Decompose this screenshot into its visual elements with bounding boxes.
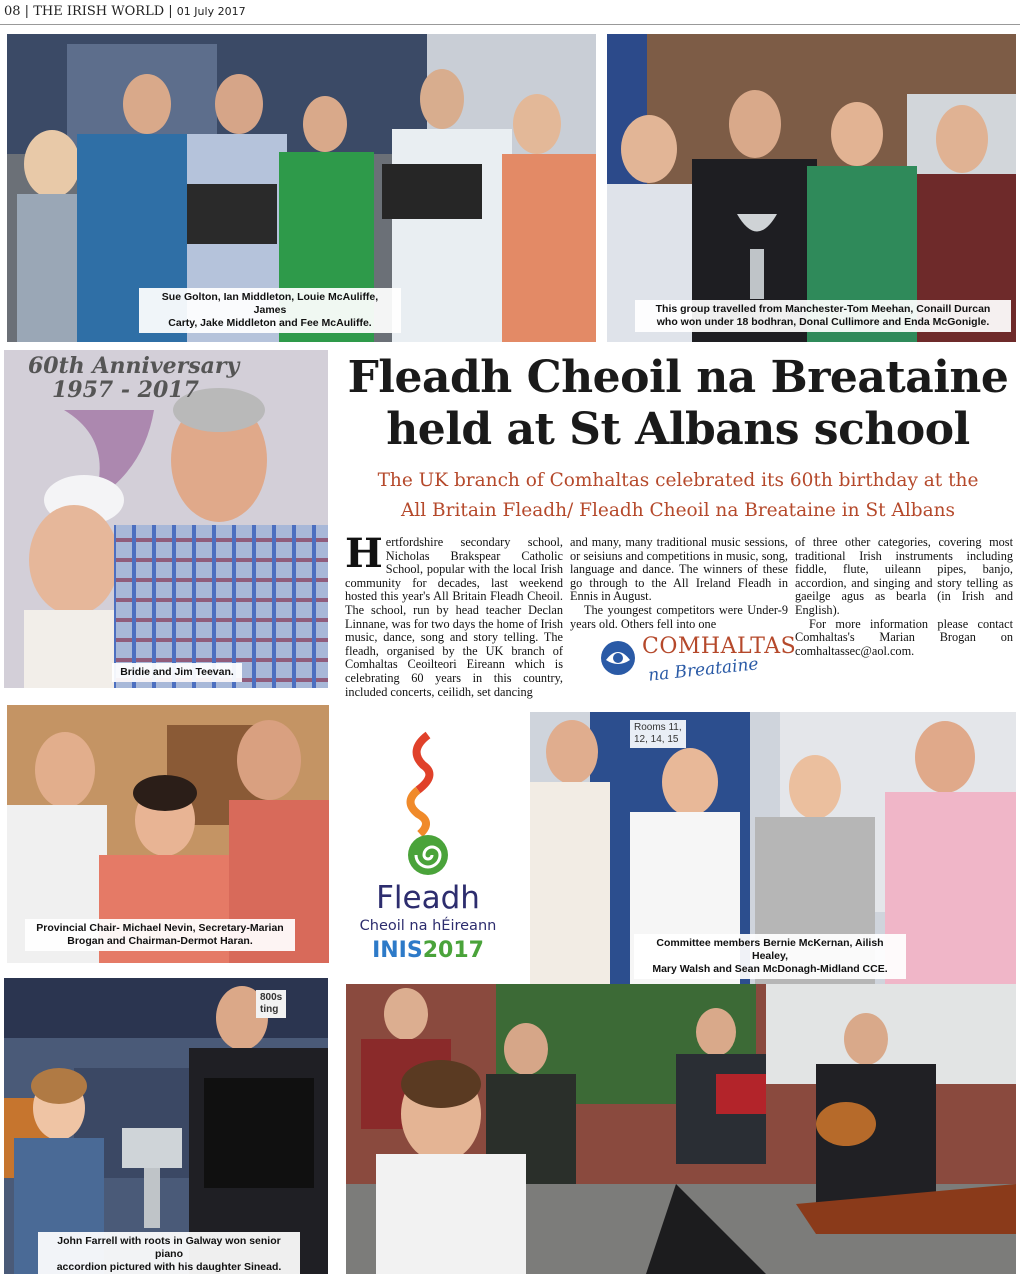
photo-caption: Committee members Bernie McKernan, Ailish Healey, Mary Walsh and Sean McDonagh-Midland CCE.	[634, 934, 906, 979]
article-column-3	[795, 536, 1013, 658]
article-paragraph: The youngest competitors were Under-9 years old. Others fell into one	[570, 602, 788, 631]
issue-date: 01 July 2017	[176, 5, 246, 18]
room-sign: Rooms 11, 12, 14, 15	[630, 720, 686, 748]
anniversary-banner: 60th Anniversary 1957 - 2017	[28, 353, 240, 403]
photo-john-farrell	[4, 978, 328, 1274]
photo-manchester-group	[607, 34, 1016, 342]
publication-name: THE IRISH WORLD	[33, 4, 165, 19]
fleadh-2017-logo	[340, 700, 516, 970]
photo-caption: Provincial Chair- Michael Nevin, Secretary-Marian Brogan and Chairman-Dermot Haran.	[25, 919, 295, 951]
comhaltas-wordmark: COMHALTAS	[642, 634, 797, 659]
article-headline: Fleadh Cheoil na Breataine held at St Albans school	[347, 352, 1009, 455]
drop-cap: H	[345, 530, 383, 577]
fleadh-subtitle: Cheoil na hÉireann	[359, 918, 497, 934]
page-number: 08	[4, 4, 21, 19]
photo-caption: John Farrell with roots in Galway won senior piano accordion pictured with his daughter Sinead.	[38, 1232, 300, 1274]
article-paragraph: of three other categories, covering most traditional Irish instruments including fiddle, flute, uileann pipes, banjo, accordion, and singing and story telling as gaeilge agus as bearla (in Irish and English).	[795, 535, 1013, 617]
photo-caption: This group travelled from Manchester-Tom Meehan, Conaill Durcan who won under 18 bodhran, Donal Cullimore and Enda McGonigle.	[635, 300, 1011, 332]
article-paragraph: ertfordshire secondary school, Nicholas Brakspear Catholic School, popular with the local Irish community for decades, last weekend hosted this year's All Britain Fleadh Cheoil. The school, run by head teacher Declan Linnane, was for two days the home of Irish music, dance, song and story telling. The fleadh, organised by the UK branch of Comhaltas Ceoilteori Eireann which is celebrating 60 years in this country, included concerts, ceilidh, set dancing	[345, 535, 563, 699]
header-rule	[0, 24, 1020, 25]
comhaltas-logo	[596, 632, 797, 688]
comhaltas-subtitle: na Breataine	[647, 654, 760, 686]
article-column-2	[570, 535, 788, 631]
article-paragraph: For more information please contact Comhaltas's Marian Brogan on comhaltassec@aol.com.	[795, 616, 1013, 658]
fleadh-swirl-icon	[388, 730, 468, 880]
photo-provincial-chair	[7, 705, 329, 963]
article-paragraph: and many, many traditional music sessions, or seisiuns and competitions in music, song, language and dance. The winners of these go through to the All Ireland Fleadh in Ennis in August.	[570, 535, 788, 604]
photo-bridie-jim	[4, 350, 328, 688]
page-header: 08 | THE IRISH WORLD | 01 July 2017	[4, 4, 246, 19]
photo-group-concertinas	[7, 34, 596, 342]
photo-session-musicians	[346, 984, 1016, 1274]
photo-committee-members	[530, 712, 1016, 984]
fleadh-title: Fleadh	[376, 880, 480, 916]
article-standfirst: The UK branch of Comhaltas celebrated its 60th birthday at the All Britain Fleadh/ Fleadh Cheoil na Breataine in St Albans	[377, 470, 979, 521]
article-column-1	[345, 530, 563, 699]
photo-caption: Sue Golton, Ian Middleton, Louie McAuliffe, James Carty, Jake Middleton and Fee McAuliffe.	[139, 288, 401, 333]
fleadh-year: INIS2017	[372, 938, 484, 963]
wall-sign: 800s ting	[256, 990, 286, 1018]
comhaltas-emblem-icon	[598, 638, 638, 678]
photo-caption: Bridie and Jim Teevan.	[112, 663, 242, 682]
